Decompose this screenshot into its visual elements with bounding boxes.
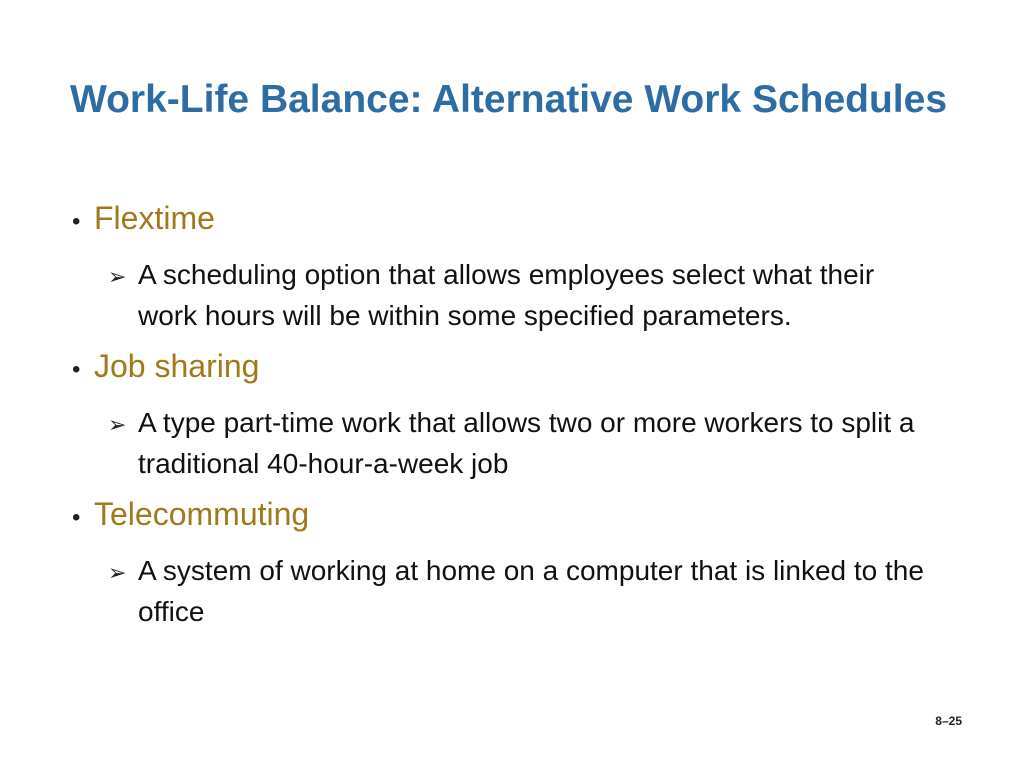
bullet-heading-row xyxy=(72,196,972,244)
round-bullet-icon: • xyxy=(72,504,81,531)
bullet-list xyxy=(72,196,972,632)
sub-bullet-text: A scheduling option that allows employees select what their work hours will be within some specified parameters. xyxy=(138,259,875,331)
bullet-heading: Telecommuting xyxy=(94,496,310,532)
bullet-item-telecommuting xyxy=(72,492,972,632)
round-bullet-icon: • xyxy=(72,356,81,383)
arrow-bullet-icon: ➢ xyxy=(108,264,127,289)
bullet-heading: Flextime xyxy=(94,200,215,236)
page-number: 8–25 xyxy=(935,714,962,728)
bullet-item-flextime xyxy=(72,196,972,336)
round-bullet-icon: • xyxy=(72,208,81,235)
sub-bullet-text: A type part-time work that allows two or more workers to split a traditional 40-hour-a-week job xyxy=(138,407,915,479)
slide-title: Work-Life Balance: Alternative Work Schedules xyxy=(70,78,948,121)
bullet-item-job-sharing xyxy=(72,344,972,484)
arrow-bullet-icon: ➢ xyxy=(108,560,127,585)
bullet-heading-row xyxy=(72,344,972,392)
sub-bullet-text: A system of working at home on a computer that is linked to the office xyxy=(138,555,924,627)
sub-bullet-row xyxy=(108,254,972,336)
sub-bullet-row xyxy=(108,402,972,484)
bullet-heading-row xyxy=(72,492,972,540)
arrow-bullet-icon: ➢ xyxy=(108,412,127,437)
bullet-heading: Job sharing xyxy=(94,348,260,384)
sub-bullet-row xyxy=(108,550,972,632)
